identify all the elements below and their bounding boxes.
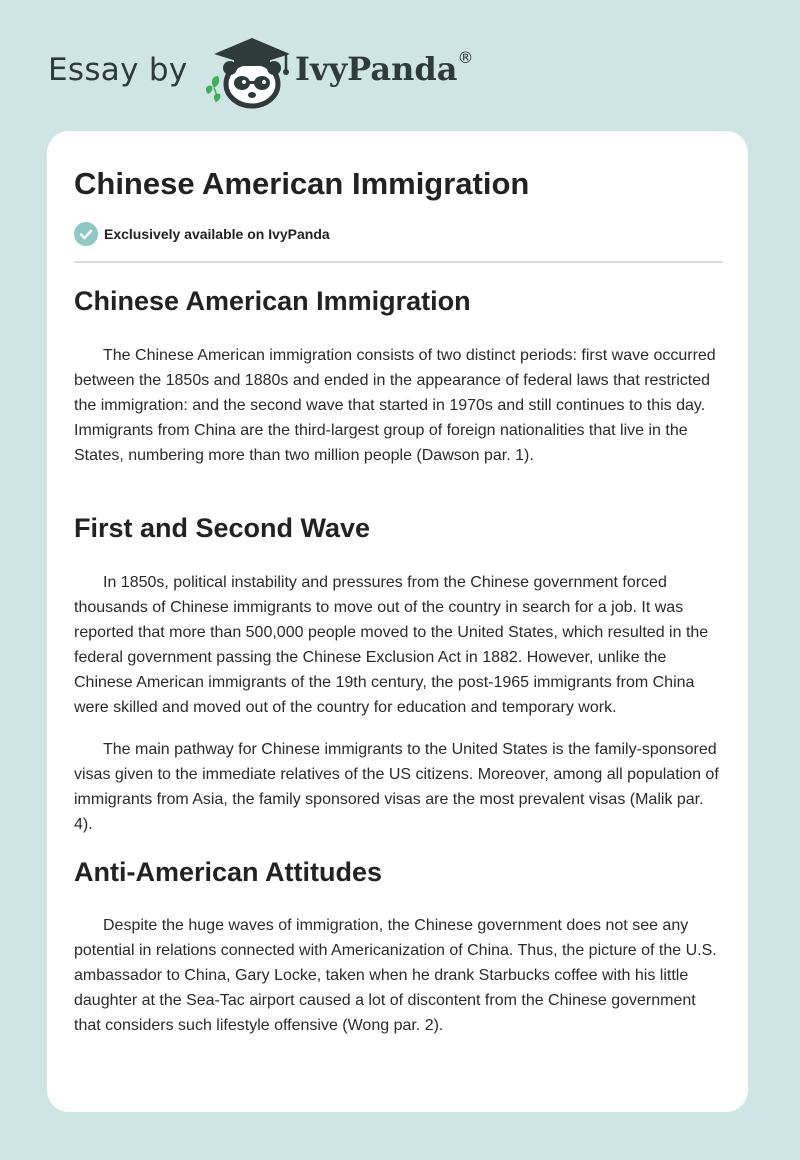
brand-name[interactable] [295,50,473,88]
exclusive-badge [74,222,330,246]
registered-mark: ® [457,48,474,67]
title-divider [74,261,723,263]
page-title: Chinese American Immigration [74,166,530,201]
essay-card [47,131,748,1112]
essay-by-label: Essay by [48,52,188,88]
paragraph: Despite the huge waves of immigration, the Chinese government does not see any potential in relations connected with Americanization of China. Thus, the picture of the U.S. ambassador to China, Gary Locke, taken when he drank Starbucks coffee with his little daughter at the Sea-Tac airport caused a lot of discontent from the Chinese government that considers such lifestyle offensive (Wong par. 2). [74,917,717,1034]
panda-logo-icon[interactable] [200,36,294,110]
section-heading: Chinese American Immigration [74,286,471,316]
paragraph: In 1850s, political instability and pressures from the Chinese government forced thousands of Chinese immigrants to move out of the country in search for a job. It was reported that more than 500,000 people moved to the United States, which resulted in the federal government passing the Chinese Exclusion Act in 1882. However, unlike the Chinese American immigrants of the 19th century, the post-1965 immigrants from China were skilled and moved out of the country for education and temporary work. [74,574,709,716]
exclusive-badge-text: Exclusively available on IvyPanda [104,226,330,242]
site-header [0,0,800,130]
paragraph: The main pathway for Chinese immigrants to the United States is the family-sponsored visas given to the immediate relatives of the US citizens. Moreover, among all population of immigrants from Asia, the family sponsored visas are the most prevalent visas (Malik par. 4). [74,741,719,833]
brand-name-text: IvyPanda [295,50,458,88]
check-circle-icon [74,222,98,246]
section-heading: Anti-American Attitudes [74,857,383,887]
paragraph: The Chinese American immigration consists of two distinct periods: first wave occurred between the 1850s and 1880s and ended in the appearance of federal laws that restricted the immigration: and the second wave that started in 1970s and still continues to this day. Immigrants from China are the third-largest group of foreign nationalities that live in the States, numbering more than two million people (Dawson par. 1). [74,347,716,464]
section-heading: First and Second Wave [74,513,371,543]
